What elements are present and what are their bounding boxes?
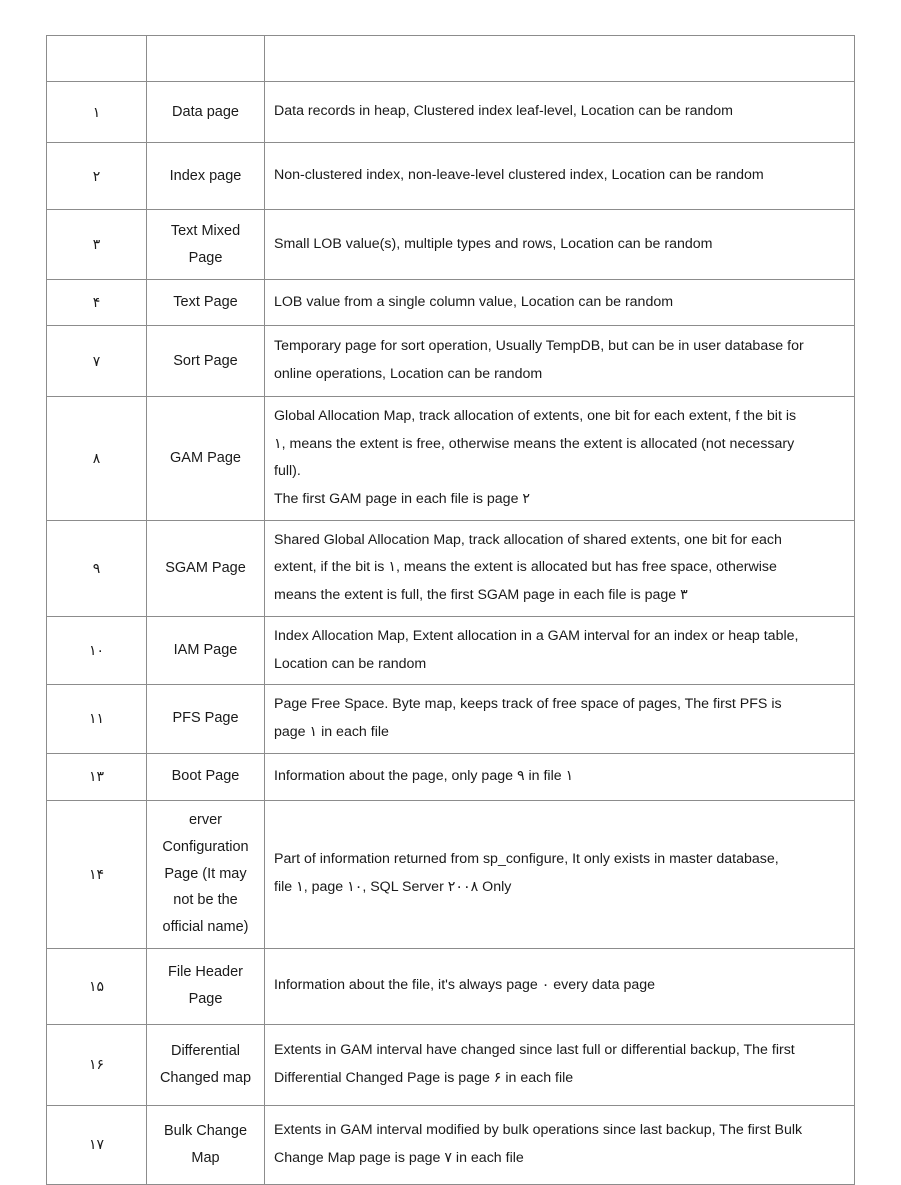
discerption-line: full). bbox=[274, 463, 301, 480]
discerption-line: Shared Global Allocation Map, track allocation of shared extents, one bit for each bbox=[274, 531, 782, 548]
page-name-line: erver bbox=[188, 812, 223, 829]
cell-discerption bbox=[265, 520, 855, 616]
table-row bbox=[47, 280, 855, 326]
discerption-line: file ۱, page ۱۰, SQL Server ۲۰۰۸ Only bbox=[274, 879, 512, 896]
column-header-page-name: Page Name bbox=[147, 36, 265, 82]
page-name-line: IAM Page bbox=[173, 642, 238, 659]
discerption-line: Temporary page for sort operation, Usually TempDB, but can be in user database for bbox=[274, 338, 804, 355]
discerption-line: ۱, means the extent is free, otherwise means the extent is allocated (not necessary bbox=[274, 435, 795, 452]
page-name-line: Index page bbox=[169, 167, 242, 184]
cell-page-name bbox=[147, 800, 265, 948]
cell-discerption bbox=[265, 326, 855, 397]
cell-discerption bbox=[265, 1024, 855, 1105]
cell-discerption bbox=[265, 685, 855, 753]
table-header-row bbox=[47, 36, 855, 82]
cell-discerption bbox=[265, 948, 855, 1024]
discerption-line: Page Free Space. Byte map, keeps track of free space of pages, The first PFS is bbox=[274, 696, 782, 713]
cell-page-name bbox=[147, 82, 265, 143]
cell-page-name bbox=[147, 280, 265, 326]
table-row bbox=[47, 800, 855, 948]
page-name-line: Map bbox=[191, 1149, 220, 1166]
column-header-discerption: Discerption bbox=[265, 36, 855, 82]
page-name-line: Configuration bbox=[162, 838, 249, 855]
cell-page-name bbox=[147, 948, 265, 1024]
discerption-line: extent, if the bit is ۱, means the extent is allocated but has free space, otherwise bbox=[274, 559, 777, 576]
discerption-line: Small LOB value(s), multiple types and rows, Location can be random bbox=[274, 235, 713, 252]
cell-page-name bbox=[147, 520, 265, 616]
page-name-line: Page (It may bbox=[164, 865, 247, 882]
page-types-table bbox=[46, 35, 855, 1185]
page-name-line: Boot Page bbox=[171, 768, 240, 785]
cell-page-name bbox=[147, 1024, 265, 1105]
cell-discerption bbox=[265, 143, 855, 210]
table-row bbox=[47, 520, 855, 616]
page-name-line: not be the bbox=[173, 892, 238, 909]
cell-page-type: ۱۳ bbox=[47, 753, 147, 800]
discerption-line: Information about the page, only page ۹ in file ۱ bbox=[274, 767, 574, 784]
cell-page-type: ۸ bbox=[47, 397, 147, 521]
cell-discerption bbox=[265, 616, 855, 684]
discerption-line: Information about the file, it's always page ۰ every data page bbox=[274, 977, 656, 994]
cell-page-type: ۱ bbox=[47, 82, 147, 143]
cell-page-name bbox=[147, 397, 265, 521]
cell-page-type: ۷ bbox=[47, 326, 147, 397]
table-row bbox=[47, 753, 855, 800]
cell-discerption bbox=[265, 800, 855, 948]
table-row bbox=[47, 143, 855, 210]
cell-discerption bbox=[265, 82, 855, 143]
cell-page-type: ۱۷ bbox=[47, 1105, 147, 1184]
cell-page-type: ۹ bbox=[47, 520, 147, 616]
table-row bbox=[47, 1024, 855, 1105]
page-name-line: official name) bbox=[162, 919, 249, 936]
page-name-line: GAM Page bbox=[170, 449, 241, 466]
page-name-line: Text Mixed bbox=[170, 222, 241, 239]
page-types-table-container bbox=[46, 35, 854, 1185]
cell-page-name bbox=[147, 616, 265, 684]
cell-page-name bbox=[147, 1105, 265, 1184]
discerption-line: LOB value from a single column value, Location can be random bbox=[274, 293, 674, 310]
cell-page-name bbox=[147, 326, 265, 397]
discerption-line: Extents in GAM interval modified by bulk operations since last backup, The first Bulk bbox=[274, 1121, 803, 1138]
page-name-line: SGAM Page bbox=[165, 559, 246, 576]
table-row bbox=[47, 397, 855, 521]
cell-discerption bbox=[265, 1105, 855, 1184]
page-name-line: PFS Page bbox=[172, 710, 239, 727]
cell-discerption bbox=[265, 210, 855, 280]
cell-discerption bbox=[265, 753, 855, 800]
page-name-line: Bulk Change bbox=[163, 1122, 248, 1139]
cell-page-name bbox=[147, 210, 265, 280]
cell-page-name bbox=[147, 143, 265, 210]
table-row bbox=[47, 210, 855, 280]
discerption-line: Differential Changed Page is page ۶ in each file bbox=[274, 1069, 574, 1086]
discerption-line: page ۱ in each file bbox=[274, 723, 389, 740]
page-name-line: Page bbox=[188, 991, 223, 1008]
table-row bbox=[47, 948, 855, 1024]
discerption-line: Index Allocation Map, Extent allocation in a GAM interval for an index or heap table, bbox=[274, 627, 799, 644]
page-name-line: Sort Page bbox=[173, 352, 238, 369]
discerption-line: The first GAM page in each file is page ۲ bbox=[274, 491, 531, 508]
page-name-line: File Header bbox=[168, 964, 243, 981]
page-name-line: Page bbox=[188, 249, 223, 266]
cell-page-type: ۱۰ bbox=[47, 616, 147, 684]
page-name-line: Data page bbox=[172, 103, 239, 120]
table-header bbox=[47, 36, 855, 82]
discerption-line: Location can be random bbox=[274, 655, 427, 672]
cell-page-type: ۲ bbox=[47, 143, 147, 210]
cell-page-type: ۱۵ bbox=[47, 948, 147, 1024]
cell-page-type: ۳ bbox=[47, 210, 147, 280]
table-row bbox=[47, 82, 855, 143]
discerption-line: means the extent is full, the first SGAM page in each file is page ۳ bbox=[274, 587, 688, 604]
discerption-line: Global Allocation Map, track allocation of extents, one bit for each extent, f the bit is bbox=[274, 408, 797, 424]
cell-discerption bbox=[265, 397, 855, 521]
column-header-page-type: Page Type bbox=[47, 36, 147, 82]
cell-discerption bbox=[265, 280, 855, 326]
discerption-line: Extents in GAM interval have changed since last full or differential backup, The first bbox=[274, 1041, 795, 1058]
discerption-line: Change Map page is page ۷ in each file bbox=[274, 1149, 524, 1166]
page-name-line: Changed map bbox=[159, 1069, 252, 1086]
table-row bbox=[47, 616, 855, 684]
table-row bbox=[47, 326, 855, 397]
cell-page-type: ۴ bbox=[47, 280, 147, 326]
page-name-line: Differential bbox=[170, 1042, 241, 1059]
discerption-line: online operations, Location can be random bbox=[274, 366, 543, 382]
discerption-line: Part of information returned from sp_configure, It only exists in master database, bbox=[274, 851, 779, 868]
table-body bbox=[47, 82, 855, 1185]
cell-page-type: ۱۴ bbox=[47, 800, 147, 948]
page-name-line: Text Page bbox=[173, 294, 238, 311]
table-row bbox=[47, 1105, 855, 1184]
cell-page-name bbox=[147, 685, 265, 753]
cell-page-type: ۱۶ bbox=[47, 1024, 147, 1105]
table-row bbox=[47, 685, 855, 753]
cell-page-name bbox=[147, 753, 265, 800]
discerption-line: Non-clustered index, non-leave-level clustered index, Location can be random bbox=[274, 167, 764, 184]
discerption-line: Data records in heap, Clustered index leaf-level, Location can be random bbox=[274, 103, 733, 120]
cell-page-type: ۱۱ bbox=[47, 685, 147, 753]
